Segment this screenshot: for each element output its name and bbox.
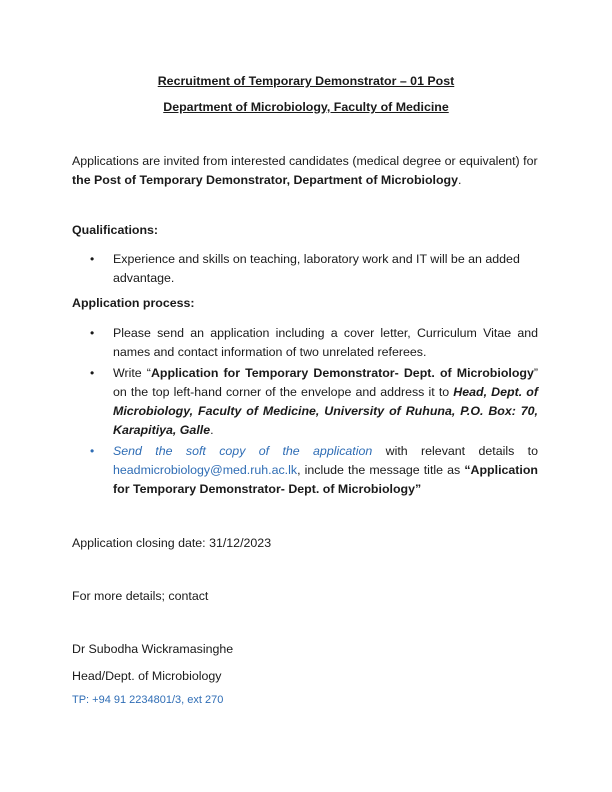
qualification-text: Experience and skills on teaching, laboratory work and IT will be an added advantage. [113,252,520,285]
document-subtitle: Department of Microbiology, Faculty of Medicine [163,100,449,114]
process-step-end: . [210,423,214,437]
bullet-icon: • [90,326,95,340]
more-details: For more details; contact [72,589,209,603]
list-item [72,250,538,288]
intro-paragraph [72,152,542,190]
process-step-text: Please send an application including a cover letter, Curriculum Vitae and names and contact information of two unrelated referees. [113,326,538,359]
process-step-mid2: , include the message title as [297,463,465,477]
qualifications-list [72,250,538,288]
process-step-mid: with relevant details to [372,444,538,458]
bullet-icon: • [90,252,95,266]
intro-text: Applications are invited from interested candidates (medical degree or equivalent) for [72,154,538,168]
message-title: “Application for Temporary Demonstrator- Dept. of Microbiology” [113,463,538,496]
process-step-pre: Write “ [113,366,151,380]
bullet-icon: • [90,366,95,380]
contact-name: Dr Subodha Wickramasinghe [72,642,234,656]
process-heading: Application process: [72,296,195,310]
document-title: Recruitment of Temporary Demonstrator – 01 Post [157,74,455,88]
process-list [72,324,538,501]
list-item [72,364,538,440]
list-item [72,324,538,362]
bullet-icon: • [90,444,95,458]
list-item [72,442,538,499]
intro-end: . [458,173,462,187]
closing-date: Application closing date: 31/12/2023 [72,536,272,550]
email-link[interactable]: headmicrobiology@med.ruh.ac.lk [113,463,298,477]
qualifications-heading: Qualifications: [72,223,159,237]
postal-address: Head, Dept. of Microbiology, Faculty of Medicine, University of Ruhuna, P.O. Box: 70, Karapitiya, Galle [113,385,538,437]
soft-copy-link[interactable]: Send the soft copy of the application [113,444,373,458]
process-step-mid: ” on the top left-hand corner of the envelope and address it to [113,366,538,399]
intro-post-name: the Post of Temporary Demonstrator, Department of Microbiology [72,173,458,187]
contact-phone: TP: +94 91 2234801/3, ext 270 [72,694,224,706]
envelope-title: Application for Temporary Demonstrator- Dept. of Microbiology [150,366,534,380]
contact-role: Head/Dept. of Microbiology [72,669,222,683]
